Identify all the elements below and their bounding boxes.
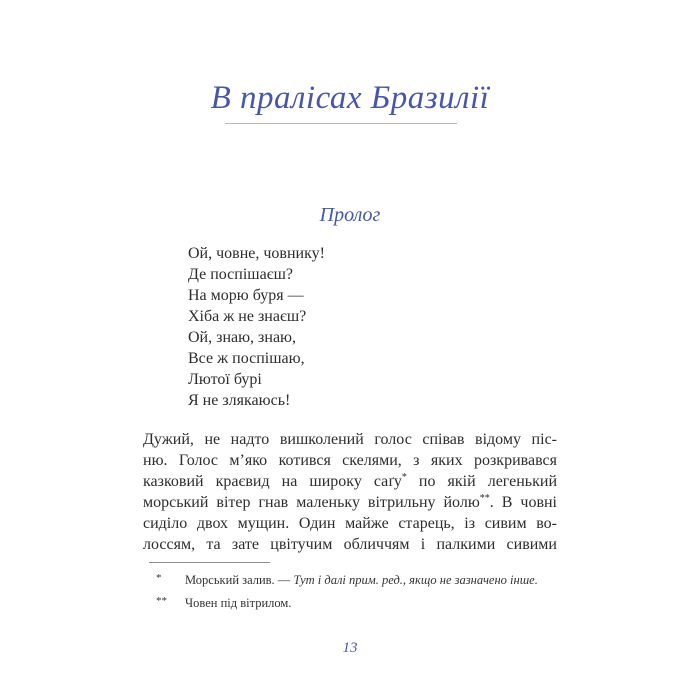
footnote-marker: ** [156, 595, 167, 607]
footnote-body [185, 592, 567, 614]
prose-text: ню. Голос м’яко котився скелями, з яких розкривався [143, 452, 557, 469]
prose-text: Дужий, не надто вишколений голос співав відому піс- [143, 431, 557, 448]
prose-line [143, 429, 557, 450]
prose-text: казковий краєвид на широку саґу [143, 473, 402, 490]
footnote-ref-marker: * [401, 472, 407, 483]
footnote-text: Човен під вітрилом. [185, 596, 292, 610]
prose-line [143, 513, 557, 534]
prose-text: . В човні [489, 494, 557, 511]
poem-line: На морю буря — [188, 287, 304, 304]
prose-text: морський вітер гнав маленьку вітрильну йолю [143, 494, 480, 511]
prose-line [143, 492, 557, 513]
footnote-divider [149, 562, 270, 563]
poem-line: Де поспішаєш? [188, 266, 293, 283]
footnote-ref-marker: ** [479, 493, 490, 504]
footnote-body [185, 569, 567, 591]
poem-line: Лютої бурі [188, 371, 262, 388]
prose-text: лоссям, та зате цвітучим обличчям і палкими сивими [143, 536, 557, 553]
prose-line [143, 471, 557, 492]
footnote-marker: * [156, 572, 162, 584]
page-number: 13 [342, 640, 358, 656]
footnote [143, 569, 567, 592]
poem-line: Я не злякаюсь! [188, 392, 291, 409]
poem-line: Ой, човне, човнику! [188, 245, 325, 262]
poem-line: Ой, знаю, знаю, [188, 329, 296, 346]
prose-paragraph [143, 429, 557, 555]
poem-line: Хіба ж не знаєш? [188, 308, 307, 325]
section-heading: Пролог [319, 204, 381, 226]
page-title: В пралісах Бразилії [210, 80, 490, 116]
prose-line [143, 450, 557, 471]
footnotes [143, 569, 567, 615]
poem-line: Все ж поспішаю, [188, 350, 305, 367]
title-divider [225, 123, 457, 124]
poem [188, 243, 325, 411]
prose-text: по якій легенький [406, 473, 558, 490]
footnote [143, 592, 567, 615]
prose-text: сиділо двох мущин. Один майже старець, із сивим во- [143, 515, 557, 532]
prose-line [143, 534, 557, 555]
footnote-editorial-note: Тут і далі прим. ред., якщо не зазначено інше. [293, 573, 538, 587]
footnote-text: Морський залив. — [185, 573, 294, 587]
